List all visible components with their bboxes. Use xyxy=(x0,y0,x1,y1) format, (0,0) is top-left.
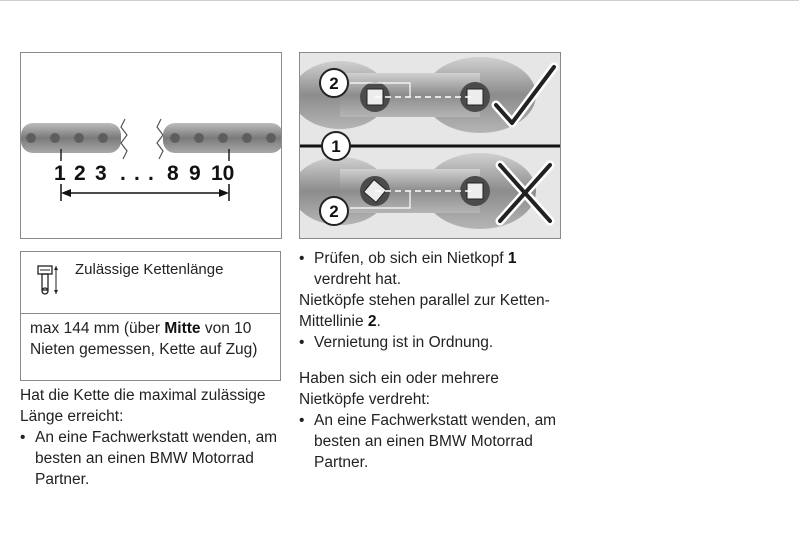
check-text: Prüfen, ob sich ein Nietkopf xyxy=(314,250,508,267)
parallel-text xyxy=(299,290,561,332)
chain-length-illustration xyxy=(21,53,281,238)
right-instructions xyxy=(299,248,561,473)
link-number: 1 xyxy=(54,162,66,185)
link-number: 10 xyxy=(211,162,235,185)
left-instructions xyxy=(20,385,280,490)
spec-value-text: von 10 Nieten gemessen, Kette auf Zug) xyxy=(30,320,258,358)
link-number: . xyxy=(120,162,126,185)
ok-bullet xyxy=(299,332,561,353)
link-number: . xyxy=(148,162,154,185)
ok-bullet-text: Vernietung ist in Ordnung. xyxy=(314,334,494,351)
twisted-intro: Haben sich ein oder mehrere Nietköpfe verdreht: xyxy=(299,370,499,408)
left-intro: Hat die Kette die maximal zulässige Länge erreicht: xyxy=(20,387,266,425)
spec-value-bold: Mitte xyxy=(164,320,201,337)
link-number: 2 xyxy=(74,162,86,185)
twisted-bullet xyxy=(299,410,561,473)
rivet-check-illustration xyxy=(300,53,560,238)
bullet-dot: • xyxy=(299,250,305,267)
parallel-text-span: Nietköpfe stehen parallel zur Ketten-Mittellinie xyxy=(299,292,550,330)
chain-segment-left xyxy=(21,123,121,153)
link-number: 8 xyxy=(167,162,179,185)
bullet-dot: • xyxy=(299,334,305,351)
check-bullet xyxy=(299,248,561,290)
rivet-check-figure xyxy=(299,52,561,239)
link-number: . xyxy=(134,162,140,185)
link-number: 3 xyxy=(95,162,107,185)
callout-label-bottom: 2 xyxy=(329,202,339,221)
callout-label-top: 2 xyxy=(329,74,339,93)
spec-header xyxy=(21,252,280,314)
spec-value-text: max 144 mm (über xyxy=(30,320,165,337)
left-bullet-text: An eine Fachwerkstatt wenden, am besten an einen BMW Motorrad Partner. xyxy=(35,429,278,488)
bullet-dot: • xyxy=(20,429,26,446)
twisted-bullet-text: An eine Fachwerkstatt wenden, am besten an einen BMW Motorrad Partner. xyxy=(314,412,557,471)
check-bold: 1 xyxy=(507,250,517,267)
bullet-dot: • xyxy=(299,412,305,429)
spec-title: Zulässige Kettenlänge xyxy=(75,261,224,278)
parallel-bold: 2 xyxy=(367,313,377,330)
chain-segment-right xyxy=(163,123,281,153)
check-text: verdreht hat. xyxy=(314,271,402,288)
link-number: 9 xyxy=(189,162,201,185)
callout-label-middle: 1 xyxy=(331,137,341,156)
top-divider xyxy=(0,0,799,1)
dimension-line xyxy=(61,184,229,201)
break-mark-right xyxy=(157,119,163,159)
chain-length-figure xyxy=(20,52,282,239)
parallel-text-span: . xyxy=(376,313,381,330)
break-mark-left xyxy=(121,119,127,159)
spec-value xyxy=(30,318,278,360)
chain-length-spec-box xyxy=(20,251,281,381)
caliper-gauge-icon xyxy=(35,262,61,296)
left-bullet xyxy=(20,427,280,490)
